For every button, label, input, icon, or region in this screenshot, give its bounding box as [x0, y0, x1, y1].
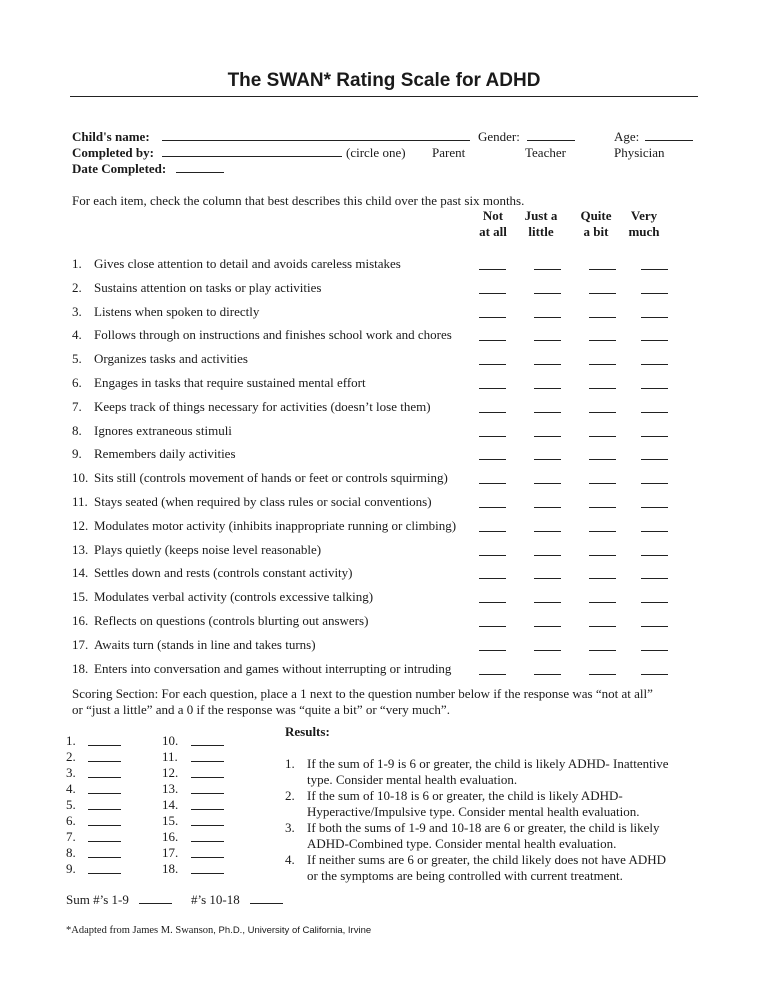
item-text: Keeps track of things necessary for activities (doesn’t lose them) — [94, 398, 431, 414]
completed-by-field[interactable] — [162, 144, 342, 157]
score-number: 6. — [66, 813, 76, 828]
response-blank-just-a-little[interactable] — [534, 495, 561, 508]
sum-1-9-label: Sum #’s 1-9 — [66, 892, 129, 907]
response-blank-just-a-little[interactable] — [534, 328, 561, 341]
response-blank-quite-a-bit[interactable] — [589, 305, 616, 318]
response-blank-not-at-all[interactable] — [479, 257, 506, 270]
response-blank-very-much[interactable] — [641, 257, 668, 270]
score-field[interactable] — [191, 829, 224, 842]
response-blank-quite-a-bit[interactable] — [589, 281, 616, 294]
score-field[interactable] — [191, 733, 224, 746]
item-number: 17. — [72, 636, 89, 652]
score-number: 12. — [162, 765, 179, 780]
score-field[interactable] — [191, 765, 224, 778]
gender-field[interactable] — [527, 128, 575, 141]
scoring-instructions-line2: or “just a little” and a 0 if the response was “quite a bit” or “very much”. — [72, 702, 450, 717]
response-blank-just-a-little[interactable] — [534, 305, 561, 318]
response-blank-quite-a-bit[interactable] — [589, 638, 616, 651]
score-number: 17. — [162, 845, 179, 860]
sum-1-9-field[interactable] — [139, 891, 172, 904]
response-blank-not-at-all[interactable] — [479, 376, 506, 389]
item-text: Enters into conversation and games without interrupting or intruding — [94, 660, 452, 676]
response-blank-very-much[interactable] — [641, 495, 668, 508]
response-blank-very-much[interactable] — [641, 638, 668, 651]
item-text: Modulates verbal activity (controls excessive talking) — [94, 589, 374, 605]
score-number: 15. — [162, 813, 179, 828]
response-blank-very-much[interactable] — [641, 328, 668, 341]
response-blank-not-at-all[interactable] — [479, 400, 506, 413]
score-field[interactable] — [191, 781, 224, 794]
result-text: Hyperactive/Impulsive type. Consider mental health evaluation. — [307, 804, 640, 819]
item-number: 1. — [72, 256, 82, 271]
response-blank-quite-a-bit[interactable] — [589, 352, 616, 365]
completed-by-label: Completed by: — [72, 145, 154, 160]
item-number: 18. — [72, 660, 89, 676]
response-blank-very-much[interactable] — [641, 543, 668, 556]
response-blank-not-at-all[interactable] — [479, 305, 506, 318]
response-blank-just-a-little[interactable] — [534, 519, 561, 532]
score-field[interactable] — [88, 845, 121, 858]
item-number: 3. — [72, 303, 82, 319]
response-blank-quite-a-bit[interactable] — [589, 376, 616, 389]
response-blank-quite-a-bit[interactable] — [589, 471, 616, 484]
score-field[interactable] — [88, 765, 121, 778]
score-field[interactable] — [191, 797, 224, 810]
item-number: 7. — [72, 398, 82, 414]
response-blank-just-a-little[interactable] — [534, 257, 561, 270]
response-blank-not-at-all[interactable] — [479, 281, 506, 294]
response-blank-not-at-all[interactable] — [479, 543, 506, 556]
response-blank-quite-a-bit[interactable] — [589, 566, 616, 579]
title-rule — [70, 96, 698, 97]
response-blank-very-much[interactable] — [641, 400, 668, 413]
response-blank-not-at-all[interactable] — [479, 614, 506, 627]
item-text: Awaits turn (stands in line and takes turns) — [94, 636, 316, 652]
role-parent[interactable]: Parent — [432, 145, 466, 160]
item-text: Engages in tasks that require sustained mental effort — [94, 375, 366, 390]
result-number: 3. — [285, 820, 295, 835]
col-header-quite-a-bit: Quite a bit — [580, 208, 612, 239]
response-blank-not-at-all[interactable] — [479, 519, 506, 532]
result-text: If the sum of 1-9 is 6 or greater, the child is likely ADHD- Inattentive — [307, 756, 669, 771]
response-blank-not-at-all[interactable] — [479, 495, 506, 508]
child-name-field[interactable] — [162, 128, 470, 141]
item-number: 8. — [72, 422, 82, 438]
score-number: 3. — [66, 765, 76, 780]
score-number: 7. — [66, 829, 76, 844]
item-text: Sustains attention on tasks or play activities — [94, 279, 322, 295]
response-blank-quite-a-bit[interactable] — [589, 328, 616, 341]
gender-label: Gender: — [478, 129, 520, 144]
result-text: If neither sums are 6 or greater, the child likely does not have ADHD — [307, 852, 667, 867]
response-blank-very-much[interactable] — [641, 352, 668, 365]
score-number: 18. — [162, 861, 179, 876]
response-blank-just-a-little[interactable] — [534, 424, 561, 437]
item-number: 14. — [72, 565, 89, 581]
score-field[interactable] — [88, 861, 121, 874]
item-number: 11. — [72, 494, 88, 509]
response-blank-very-much[interactable] — [641, 376, 668, 389]
item-text: Plays quietly (keeps noise level reasonable) — [94, 541, 322, 557]
score-field[interactable] — [191, 749, 224, 762]
date-completed-field[interactable] — [176, 160, 224, 173]
age-field[interactable] — [645, 128, 693, 141]
child-name-label: Child's name: — [72, 129, 150, 144]
item-number: 4. — [72, 327, 82, 343]
score-field[interactable] — [88, 829, 121, 842]
col-header-just-a-little: Just a little — [524, 208, 558, 239]
response-blank-very-much[interactable] — [641, 519, 668, 532]
response-blank-just-a-little[interactable] — [534, 543, 561, 556]
response-blank-just-a-little[interactable] — [534, 471, 561, 484]
score-field[interactable] — [88, 749, 121, 762]
col-header-very-much: Very much — [628, 208, 660, 239]
item-text: Gives close attention to detail and avoids careless mistakes — [94, 256, 401, 271]
response-blank-very-much[interactable] — [641, 424, 668, 437]
score-number: 1. — [66, 733, 76, 748]
response-blank-just-a-little[interactable] — [534, 281, 561, 294]
result-text: ADHD-Combined type. Consider mental health evaluation. — [307, 836, 617, 851]
score-field[interactable] — [191, 845, 224, 858]
response-blank-quite-a-bit[interactable] — [589, 590, 616, 603]
date-completed-label: Date Completed: — [72, 161, 167, 176]
item-number: 12. — [72, 517, 89, 533]
response-blank-quite-a-bit[interactable] — [589, 400, 616, 413]
score-field[interactable] — [88, 733, 121, 746]
item-text: Remembers daily activities — [94, 446, 236, 462]
footnote-author: James M. Swanson — [132, 925, 214, 936]
response-blank-very-much[interactable] — [641, 305, 668, 318]
result-text: type. Consider mental health evaluation. — [307, 772, 518, 787]
footnote-rest: , Ph.D., University of California, Irvine — [213, 925, 372, 936]
response-blank-just-a-little[interactable] — [534, 400, 561, 413]
item-number: 15. — [72, 589, 89, 605]
response-blank-very-much[interactable] — [641, 590, 668, 603]
col-header-not-at-all: Not at all — [479, 208, 507, 239]
response-blank-quite-a-bit[interactable] — [589, 424, 616, 437]
response-blank-not-at-all[interactable] — [479, 662, 506, 675]
response-blank-very-much[interactable] — [641, 662, 668, 675]
result-text: If both the sums of 1-9 and 10-18 are 6 or greater, the child is likely — [307, 820, 660, 835]
response-blank-not-at-all[interactable] — [479, 590, 506, 603]
item-text: Listens when spoken to directly — [94, 303, 260, 319]
role-teacher[interactable]: Teacher — [525, 145, 566, 160]
result-text: or the symptoms are being controlled with current treatment. — [307, 868, 623, 883]
item-number: 13. — [72, 541, 89, 557]
result-number: 4. — [285, 852, 295, 867]
sum-10-18-label: #’s 10-18 — [191, 892, 240, 907]
score-field[interactable] — [88, 781, 121, 794]
score-field[interactable] — [88, 797, 121, 810]
response-blank-quite-a-bit[interactable] — [589, 662, 616, 675]
footnote-prefix: *Adapted from — [66, 925, 130, 936]
item-number: 9. — [72, 446, 82, 462]
item-text: Settles down and rests (controls constant activity) — [94, 565, 353, 581]
results-heading: Results: — [285, 724, 330, 739]
response-blank-quite-a-bit[interactable] — [589, 447, 616, 460]
response-blank-not-at-all[interactable] — [479, 424, 506, 437]
score-number: 13. — [162, 781, 179, 796]
response-blank-not-at-all[interactable] — [479, 447, 506, 460]
score-number: 14. — [162, 797, 179, 812]
response-blank-not-at-all[interactable] — [479, 328, 506, 341]
item-text: Organizes tasks and activities — [94, 351, 248, 367]
score-number: 8. — [66, 845, 76, 860]
footnote — [66, 923, 371, 939]
item-number: 16. — [72, 613, 89, 628]
response-blank-very-much[interactable] — [641, 566, 668, 579]
score-field[interactable] — [88, 813, 121, 826]
item-text: Reflects on questions (controls blurting out answers) — [94, 613, 369, 628]
score-number: 9. — [66, 861, 76, 876]
item-text: Ignores extraneous stimuli — [94, 422, 232, 438]
score-number: 4. — [66, 781, 76, 796]
item-text: Follows through on instructions and finishes school work and chores — [94, 327, 452, 343]
circle-one-note: (circle one) — [346, 145, 406, 160]
score-number: 2. — [66, 749, 76, 764]
score-number: 16. — [162, 829, 179, 844]
item-text: Sits still (controls movement of hands or feet or controls squirming) — [94, 470, 448, 486]
response-blank-not-at-all[interactable] — [479, 638, 506, 651]
response-blank-very-much[interactable] — [641, 447, 668, 460]
response-blank-just-a-little[interactable] — [534, 352, 561, 365]
response-blank-not-at-all[interactable] — [479, 352, 506, 365]
score-field[interactable] — [191, 813, 224, 826]
response-blank-very-much[interactable] — [641, 471, 668, 484]
response-blank-quite-a-bit[interactable] — [589, 257, 616, 270]
instructions-text: For each item, check the column that best describes this child over the past six months. — [72, 193, 525, 208]
age-label: Age: — [614, 129, 640, 144]
response-blank-not-at-all[interactable] — [479, 566, 506, 579]
response-blank-quite-a-bit[interactable] — [589, 543, 616, 556]
response-blank-quite-a-bit[interactable] — [589, 614, 616, 627]
item-number: 5. — [72, 351, 82, 367]
response-blank-just-a-little[interactable] — [534, 447, 561, 460]
score-number: 11. — [162, 749, 178, 764]
score-number: 5. — [66, 797, 76, 812]
page-title: The SWAN* Rating Scale for ADHD — [227, 70, 541, 91]
response-blank-just-a-little[interactable] — [534, 662, 561, 675]
response-blank-just-a-little[interactable] — [534, 376, 561, 389]
item-number: 2. — [72, 279, 82, 295]
response-blank-just-a-little[interactable] — [534, 614, 561, 627]
item-text: Stays seated (when required by class rules or social conventions) — [94, 494, 432, 509]
response-blank-just-a-little[interactable] — [534, 566, 561, 579]
item-text: Modulates motor activity (inhibits inappropriate running or climbing) — [94, 517, 457, 533]
item-number: 6. — [72, 375, 82, 390]
response-blank-quite-a-bit[interactable] — [589, 519, 616, 532]
response-blank-very-much[interactable] — [641, 614, 668, 627]
response-blank-very-much[interactable] — [641, 281, 668, 294]
item-number: 10. — [72, 470, 89, 486]
result-text: If the sum of 10-18 is 6 or greater, the child is likely ADHD- — [307, 788, 623, 803]
result-number: 2. — [285, 788, 295, 803]
response-blank-quite-a-bit[interactable] — [589, 495, 616, 508]
score-number: 10. — [162, 733, 179, 748]
result-number: 1. — [285, 756, 295, 771]
scoring-instructions-line1: Scoring Section: For each question, place a 1 next to the question number below if the response was “not at all” — [72, 686, 653, 701]
response-blank-not-at-all[interactable] — [479, 471, 506, 484]
sum-10-18-field[interactable] — [250, 891, 283, 904]
role-physician[interactable]: Physician — [614, 145, 665, 160]
response-blank-just-a-little[interactable] — [534, 638, 561, 651]
response-blank-just-a-little[interactable] — [534, 590, 561, 603]
score-field[interactable] — [191, 861, 224, 874]
